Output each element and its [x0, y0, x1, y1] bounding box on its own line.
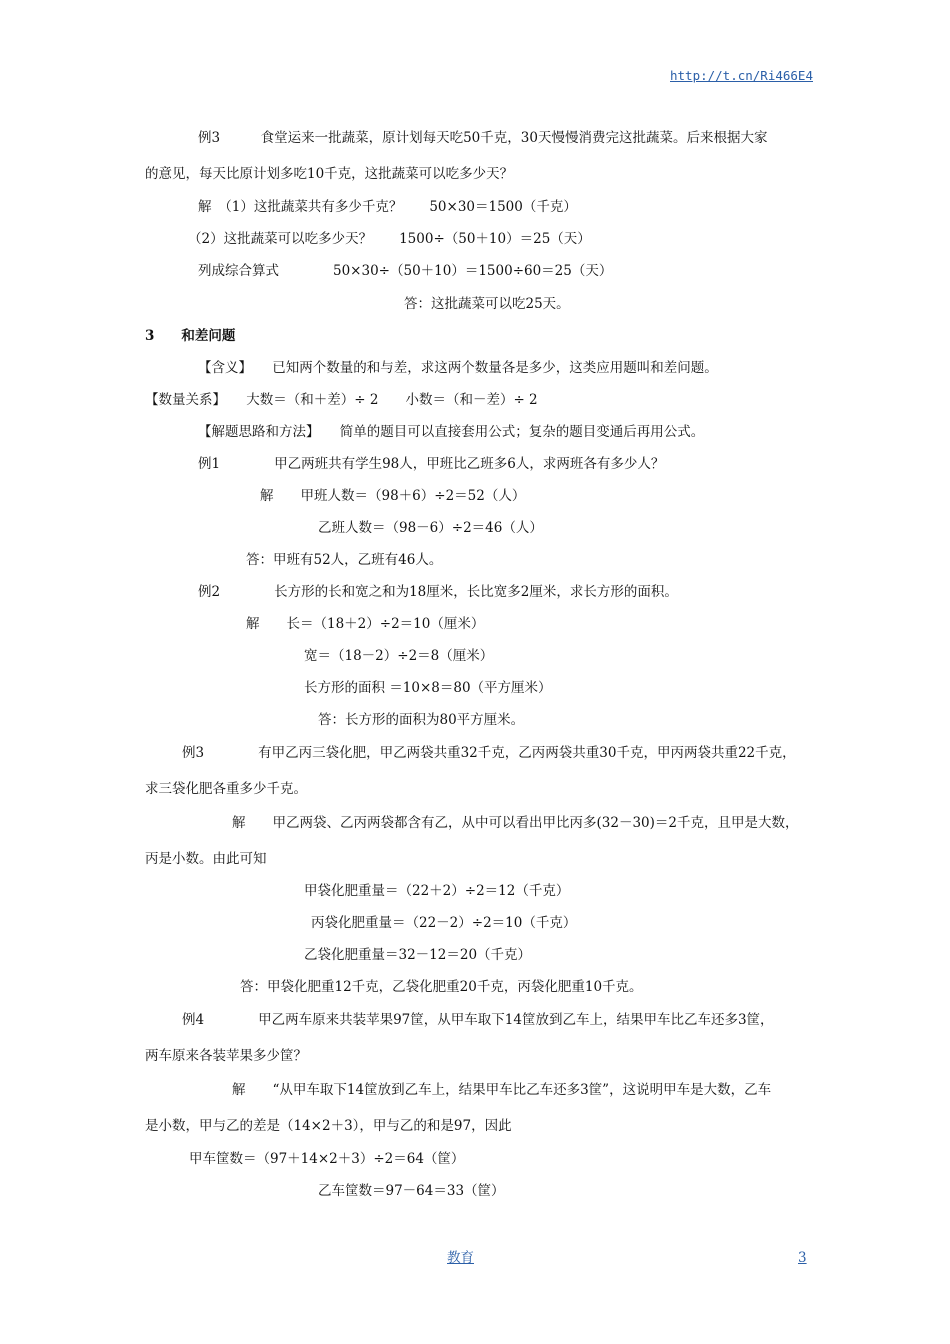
page-number[interactable]: 3 — [798, 1250, 807, 1266]
example-4-solution-1: 解 “从甲车取下14筐放到乙车上，结果甲车比乙车还多3筐”，这说明甲车是大数，乙车 — [232, 1082, 772, 1098]
example-3b-question-2: 求三袋化肥各重多少千克。 — [145, 781, 307, 797]
example-1-solution-1: 解 甲班人数＝（98＋6）÷2＝52（人） — [260, 488, 526, 504]
definition-line: 【含义】 已知两个数量的和与差，求这两个数量各是多少，这类应用题叫和差问题。 — [198, 360, 718, 376]
combined-formula: 列成综合算式 50×30÷（50＋10）＝1500÷60＝25（天） — [198, 263, 613, 279]
footer-education-link[interactable]: 教育 — [447, 1250, 474, 1266]
example-4-solution-4: 乙车筐数＝97－64＝33（筐） — [318, 1183, 505, 1199]
example-2-question: 例2 长方形的长和宽之和为18厘米，长比宽多2厘米，求长方形的面积。 — [198, 584, 678, 600]
example-2-solution-1: 解 长＝（18＋2）÷2＝10（厘米） — [246, 616, 485, 632]
solution-step-1: 解 （1）这批蔬菜共有多少千克？ 50×30＝1500（千克） — [198, 199, 577, 215]
section-heading: 3 和差问题 — [145, 328, 236, 344]
example-3b-solution-3: 甲袋化肥重量＝（22＋2）÷2＝12（千克） — [304, 883, 570, 899]
example-4-question-2: 两车原来各装苹果多少筐？ — [145, 1048, 307, 1064]
example-3b-answer: 答：甲袋化肥重12千克，乙袋化肥重20千克，丙袋化肥重10千克。 — [240, 979, 643, 995]
example-2-solution-2: 宽＝（18－2）÷2＝8（厘米） — [304, 648, 494, 664]
header-url-link[interactable]: http://t.cn/Ri466E4 — [670, 68, 813, 83]
example-3b-solution-1: 解 甲乙两袋、乙丙两袋都含有乙，从中可以看出甲比丙多(32－30)＝2千克，且甲是大数， — [232, 815, 799, 831]
example-1-answer: 答：甲班有52人，乙班有46人。 — [246, 552, 443, 568]
example-3b-question-1: 例3 有甲乙丙三袋化肥，甲乙两袋共重32千克，乙丙两袋共重30千克，甲丙两袋共重22千克， — [182, 745, 796, 761]
example-3-line-1: 例3 食堂运来一批蔬菜，原计划每天吃50千克，30天慢慢消费完这批蔬菜。后来根据大家 — [198, 130, 768, 146]
example-4-solution-2: 是小数，甲与乙的差是（14×2＋3），甲与乙的和是97，因此 — [145, 1118, 512, 1134]
solution-step-2: （2）这批蔬菜可以吃多少天？ 1500÷（50＋10）＝25（天） — [188, 231, 591, 247]
example-3b-solution-4: 丙袋化肥重量＝（22－2）÷2＝10（千克） — [311, 915, 577, 931]
example-1-solution-2: 乙班人数＝（98－6）÷2＝46（人） — [318, 520, 543, 536]
quantity-relation-line: 【数量关系】 大数＝（和＋差）÷ 2 小数＝（和－差）÷ 2 — [145, 392, 538, 408]
example-4-question-1: 例4 甲乙两车原来共装苹果97筐，从甲车取下14筐放到乙车上，结果甲车比乙车还多3筐， — [182, 1012, 774, 1028]
answer-line: 答：这批蔬菜可以吃25天。 — [404, 296, 570, 312]
example-3b-solution-5: 乙袋化肥重量＝32－12＝20（千克） — [304, 947, 532, 963]
example-3-line-2: 的意见，每天比原计划多吃10千克，这批蔬菜可以吃多少天？ — [145, 166, 514, 182]
method-line: 【解题思路和方法】 简单的题目可以直接套用公式；复杂的题目变通后再用公式。 — [198, 424, 705, 440]
example-4-solution-3: 甲车筐数＝（97＋14×2＋3）÷2＝64（筐） — [189, 1151, 465, 1167]
example-1-question: 例1 甲乙两班共有学生98人，甲班比乙班多6人，求两班各有多少人？ — [198, 456, 665, 472]
example-2-solution-3: 长方形的面积 ＝10×8＝80（平方厘米） — [304, 680, 552, 696]
example-2-answer: 答：长方形的面积为80平方厘米。 — [318, 712, 525, 728]
example-3b-solution-2: 丙是小数。由此可知 — [145, 851, 267, 867]
